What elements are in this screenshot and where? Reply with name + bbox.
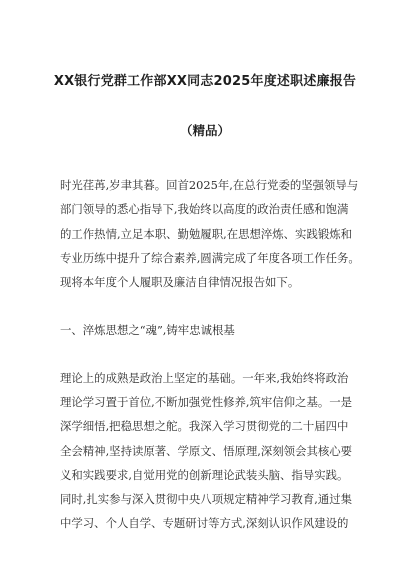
intro-line: 专业历练中提升了综合素养,圆满完成了年度各项工作任务。 [60,251,360,265]
body-line: 中学习、个人自学、专题研讨等方式,深刻认识作风建设的 [60,516,349,530]
body-line: 义和实践要求,自觉用党的创新理论武装头脑、指导实践。 [60,468,349,482]
body-line: 理论上的成熟是政治上坚定的基础。一年来,我始终将政治 [60,371,349,385]
body-line: 理论学习置于首位,不断加强党性修养,筑牢信仰之基。一是 [60,395,353,409]
intro-line: 时光荏苒,岁聿其暮。回首2025年,在总行党委的坚强领导与 [60,178,359,192]
body-line: 同时,扎实参与深入贯彻中央八项规定精神学习教育,通过集 [60,492,353,506]
document-title: XX银行党群工作部XX同志2025年度述职述廉报告 [53,74,357,89]
body-line: 全会精神,坚持读原著、学原文、悟原理,深刻领会其核心要 [60,444,353,458]
body-line: 深学细悟,把稳思想之舵。我深入学习贯彻党的二十届四中 [60,419,349,433]
intro-line: 现将本年度个人履职及廉洁自律情况报告如下。 [60,275,300,289]
document-subtitle: （精品） [179,123,230,138]
intro-line: 的工作热情,立足本职、勤勉履职,在思想淬炼、实践锻炼和 [60,227,353,241]
intro-line: 部门领导的悉心指导下,我始终以高度的政治责任感和饱满 [60,202,349,216]
section-heading: 一、淬炼思想之“魂”,铸牢忠诚根基 [60,323,235,337]
